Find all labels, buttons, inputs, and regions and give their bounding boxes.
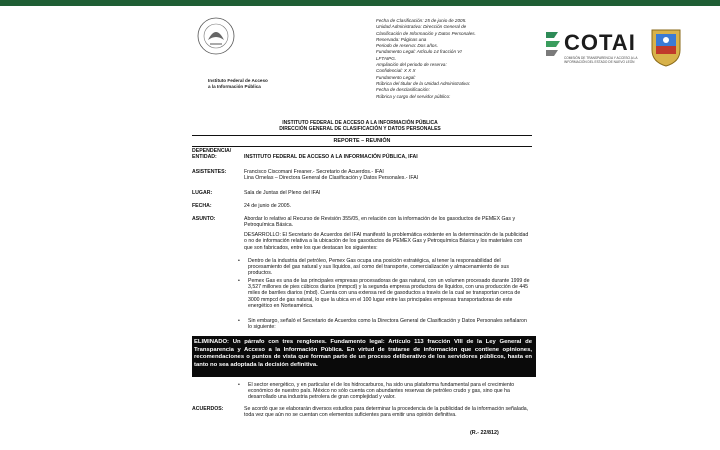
redaction-notice: ELIMINADO: Un párrafo con tres renglones. Fundamento legal: Artículo 113 fracción VIII de la Ley General de Transparencia y Acceso a la Información Pública. En virtud de tratarse de información que contiene opiniones, recomendaciones o puntos de vista que forman parte de un proceso deliberativo de los servidores públicos, hasta en tanto no sea adoptada la decisión definitiva. [194,339,532,368]
divider [192,135,532,136]
nuevo-leon-shield-icon [648,24,684,68]
reference-number: (R.- 22/812) [470,430,499,436]
bullet-item: • Sin embargo, señaló el Secretario de Acuerdos como la Directora General de Clasificación y Datos Personales señalaron lo siguiente: [248,318,530,330]
cotai-logo-text: COTAI [564,30,636,55]
document-headline: INSTITUTO FEDERAL DE ACCESO A LA INFORMACIÓN PÚBLICA DIRECCIÓN GENERAL DE CLASIFICACIÓN Y DATOS PERSONALES [279,120,441,133]
classification-block: Fecha de Clasificación: 25 de junio de 2005. Unidad Administrativa: Dirección General de Clasificación de Información y Datos Personales. Reservada: Páginas una Periodo de reserva: Dos años. Fundamento Legal: Artículo 14 fracción VI LFTAIPG. Ampliación del periodo de reserva: Confidencial: X X X Fundamento Legal: Rúbrica del titular de la Unidad Administrativa: Fecha de desclasificación: Rúbrica y cargo del servidor público: [376,18,476,99]
mexico-seal-icon [196,14,236,70]
report-title: REPORTE – REUNIÓN [333,138,391,144]
bullet-item: • Pemex Gas es una de las principales empresas procesadoras de gas natural, con un volumen procesado durante 1999 de 3,527 millones de pies cúbicos diarios (mmpcd) y la segunda empresa productora de líquidos, con una producción de 445 miles de barriles diarios (mbd). Cuenta con una extensa red de gasoductos a través de la cual se transportan cerca de 3000 mmpcd de gas natural, lo que la ubica en el 100 lugar entre las principales empresas transportadoras de este energético en Norteamérica. [248,278,530,309]
scanned-document: Instituto Federal de Acceso a la Información Pública Fecha de Clasificación: 25 de junio de 2005. Unidad Administrativa: Dirección General de Clasificación de Información y Datos Personales. Reservada: Páginas una Periodo de reserva: Dos años. Fundamento Legal: Artículo 14 fracción VI LFTAIPG. Ampliación del periodo de reserva: Confidencial: X X X Fundamento Legal: Rúbrica del titular de la Unidad Administrativa: Fecha de desclasificación: Rúbrica y cargo del servidor público: INSTITUTO FEDERAL DE ACCESO A LA INFORMACIÓN PÚBLICA DIRECCIÓN GENERAL DE CLASIFICACIÓN Y DATOS PERSONALES REPORTE – REUNIÓN DEPENDENCIA/ ENTIDAD: INSTITUTO FEDERAL DE ACCESO A LA INFORMACIÓN PÚBLICA, IFAI ASISTENTES: Francisco Ciscomani Freaner.- Secretario de Acuerdos.- IFAI Lina Ornelas – Directora General de Clasificación y Datos Personales.- IFAI LUGAR: Sala de Juntas del Pleno del IFAI FECHA: 24 de junio de 2005. ASUNTO: Abordar lo relativo al Recurso de Revisión 355/05, en relación con la información de los gasoductos de PEMEX Gas y Petroquímica Básica. DESARROLLO: El Secretario de Acuerdos del IFAI manifestó la problemática existente en la determinación de la publicidad o no de información relativa a la ubicación de los gasoductos de PEMEX Gas y Petroquímica Básica y los materiales con que son fabricados, entre los que destacan los siguientes: • Dentro de la industria del petróleo, Pemex Gas ocupa una posición estratégica, al tener la responsabilidad del procesamiento del gas natural y sus líquidos, así como del transporte, comercialización y almacenamiento de sus productos. • Pemex Gas es una de las principales empresas procesadoras de gas natural, con un volumen procesado durante 1999 de 3,527 millones de pies cúbicos diarios (mmpcd) y la segunda empresa productora de líquidos, con una producción de 445 miles de barriles diarios (mbd). Cuenta con una extensa red de gasoductos a través de la cual se transportan cerca de 3000 mmpcd de gas natural, lo que la ubica en el 100 lugar entre las principales empresas transportadoras de este energético en Norteamérica. • Sin embargo, señaló el Secretario de Acuerdos como la Directora General de Clasificación y Datos Personales señalaron lo siguiente: ELIMINADO: Un párrafo con tres renglones. Fundamento legal: Artículo 113 fracción VIII de la Ley General de Transparencia y Acceso a la Información Pública. En virtud de tratarse de información que contiene opiniones, recomendaciones o puntos de vista que forman parte de un proceso deliberativo de los servidores públicos, hasta en tanto no sea adoptada la decisión definitiva. • El sector energético, y en particular el de los hidrocarburos, ha sido una plataforma fundamental para el crecimiento económico de nuestro país. México no sólo cuenta con abundantes reservas de petróleo crudo y gas, sino que ha desarrollado una industria petrolera de gran complejidad y valor. ACUERDOS: Se acordó que se elaborarán diversos estudios para determinar la procedencia de la publicidad de la información señalada, toda vez que aún no se cuentan con elementos suficientes para emitir una opinión definitiva. (R.- 22/812) [150,6,542,450]
bullet-item: • Dentro de la industria del petróleo, Pemex Gas ocupa una posición estratégica, al tener la responsabilidad del procesamiento del gas natural y sus líquidos, así como del transporte, comercialización y almacenamiento de sus productos. [248,258,530,277]
header-logos [544,20,720,80]
divider [192,146,532,147]
cotai-logo-icon [544,28,562,64]
bullet-item: • El sector energético, y en particular el de los hidrocarburos, ha sido una plataforma fundamental para el crecimiento económico de nuestro país. México no sólo cuenta con abundantes reservas de petróleo crudo y gas, sino que ha desarrollado una industria petrolera de gran complejidad y valor. [248,382,530,401]
institution-name: Instituto Federal de Acceso a la Información Pública [208,78,268,89]
cotai-logo-subtitle: COMISIÓN DE TRANSPARENCIA Y ACCESO A LA INFORMACIÓN DEL ESTADO DE NUEVO LEÓN [564,56,638,64]
